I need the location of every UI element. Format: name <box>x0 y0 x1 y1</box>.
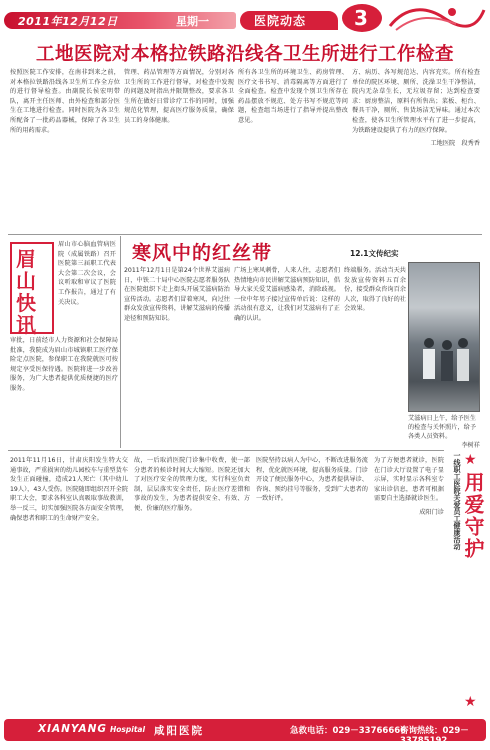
footer-bar <box>4 719 486 746</box>
section-divider <box>8 234 482 235</box>
story-byline: 成阳门诊 <box>419 508 444 516</box>
headline: 工地医院对本格拉铁路沿线各卫生所进行工作检查 <box>35 44 454 65</box>
issue-date: 2011年12月12日 <box>18 15 118 28</box>
vertical-title: 用爱守护 <box>461 472 485 560</box>
section-title: 医院动态 <box>254 14 307 28</box>
story-column: 2011年11月16日，甘肃庆阳发生特大交通事故，严重损害的幼儿园校车与重型货车发生正面碰撞，造成21人死亡（其中幼儿19人），43人受伤。医院随即组织召开全院职工大会，要求各科室认真吸取事故教训，举一反三，切实加强医院各方面安全管理，确保患者和职工的生命财产安全。 <box>10 457 128 522</box>
photo-caption <box>408 414 480 450</box>
story-column: 所有各卫生所的环境卫生、药房管理、医疗文书书写、消毒隔离等方面进行了全面检查。检查中发现个别卫生所存在药品摆放不规范、处方书写不规范等问题，检查组当场进行了指导并提出整改意见。 <box>238 69 348 124</box>
story-column: 2011年12月1日是第24个世界艾滋病日，中铁二十局中心医院志愿者服务队在医院组织下走上街头开展艾滋病防治宣传活动。志愿者们冒着寒风，向过往群众发放宣传资料，讲解艾滋病的传播途径和预防知识。 <box>124 267 230 322</box>
page-number-badge <box>342 4 382 32</box>
feature-photo <box>408 262 480 412</box>
page-number: 3 <box>354 6 368 30</box>
sidebar-text: 审批，日前经市人力资源和社会保障局批准，我院成为眉山市城镇职工医疗保险定点医院，参保职工在我院就医可按规定享受医保待遇。医院将进一步改善服务，为广大患者提供优质便捷的医疗服务。 <box>10 337 118 392</box>
story-column: 故，一后取消医院门诊集中收费，使一部分患者的候诊时间大大缩短。医院还加大了对医疗安全的管理力度，实行科室负责制，层层落实安全责任，防止医疗差错和事故的发生，为患者提供安全、有效、方便、价廉的医疗服务。 <box>134 457 250 512</box>
date-banner <box>4 12 236 29</box>
sidebar-title-bottom: 快讯 <box>16 291 36 337</box>
story-column: 医院坚持以病人为中心，不断改进服务流程，优化就医环境，提高服务质量。门诊开设了便民服务中心，为患者提供导诊、咨询、预约挂号等服务，受到广大患者的一致好评。 <box>256 457 368 503</box>
star-icon: ★ <box>464 452 477 468</box>
story-byline: 工地医院 段秀香 <box>430 140 480 148</box>
decorative-logo-icon <box>386 4 486 32</box>
sidebar-text: 眉山市心脑血管病医院（成属铁路）召开医院第三届职工代表大会第二次会议，会议听取和审议了医院工作报告，通过了有关决议。 <box>58 241 116 306</box>
sidebar-title-top: 眉山 <box>16 247 36 293</box>
section-divider <box>8 450 444 451</box>
story-column-text: 方、病历、各写规范达、内容充实。所有检查单位的院区环境、厕所、洗澡卫生干净整洁，院内无杂草生长，无垃圾存留；达到检查要求：厨房整洁，原料有所售出；菜板、柜台、餐具干净，厕所、售货场洁无异味。通过本次检查，使各卫生所管理水平有了进一步提高，为铁路建设提供了有力的医疗保障。 <box>352 69 480 134</box>
issue-weekday: 星期一 <box>176 15 209 28</box>
sidebar-label-box <box>10 242 54 337</box>
people-photo-icon <box>415 333 475 393</box>
story-column: 管理、药品管理等方面情况，分别对各卫生所的工作进行督导，对检查中发现的问题及时指出并限期整改，要求各卫生所在做好日常诊疗工作的同时，加强规范化管理，提高医疗服务质量，确保员工的身体健康。 <box>124 69 234 124</box>
story-column <box>374 456 444 516</box>
feature-subtitle: 12.1文传纪实 <box>350 249 399 258</box>
consult-phone: 咨询热线：029－33785192 <box>400 726 469 746</box>
footer-hospital-name: 咸阳医院 <box>154 725 204 737</box>
footer-brand: XIANYANG <box>38 723 108 735</box>
vertical-feature-strip <box>448 452 484 714</box>
photo-caption-text: 艾滋病日上午，给予医生的检查与关怀照片，给予各类人员资料。 <box>408 415 477 440</box>
story-column: 广场上寒风刺骨，人来人往，志愿者们热情地向市民讲解艾滋病预防知识，倡导大家关爱艾滋病感染者，消除歧视。一位中年男子接过宣传单后说：这样的活动很有意义，让我们对艾滋病有了正确的认识。 <box>234 267 340 322</box>
feature-title: 寒风中的红丝带 <box>132 242 273 264</box>
emergency-phone: 急救电话：029－33766666 <box>290 726 407 736</box>
vertical-subtitle: 一线职工医院关爱员工健康活动 <box>453 452 461 550</box>
footer-brand-sub: Hospital <box>110 725 146 734</box>
column-divider <box>120 236 121 448</box>
story-column: 终端服务。活动当天共发放宣传资料五百余份，接受群众咨询百余人次，取得了良好的社会效果。 <box>344 267 406 313</box>
section-tab <box>240 11 338 30</box>
photo-credit: 李树祥 <box>461 442 480 449</box>
story-column <box>352 68 480 147</box>
story-column-text: 为了方便患者就诊，医院在门诊大厅设置了电子显示屏，实时显示各科室专家出诊信息，患者可根据需要自主选择就诊医生。 <box>374 457 444 503</box>
story-column: 按照医院工作安排，在南非到来之前，对本格拉铁路沿线各卫生所工作全方位的进行督导检查。由副院长侯宏明带队，离开主任医师、由外检查和部分医生在工地进行检查。同时医院为各卫生所配备了一批药品器械，保障了各卫生所的用药需求。 <box>10 69 120 134</box>
masthead <box>4 4 486 34</box>
star-icon: ★ <box>464 694 477 710</box>
